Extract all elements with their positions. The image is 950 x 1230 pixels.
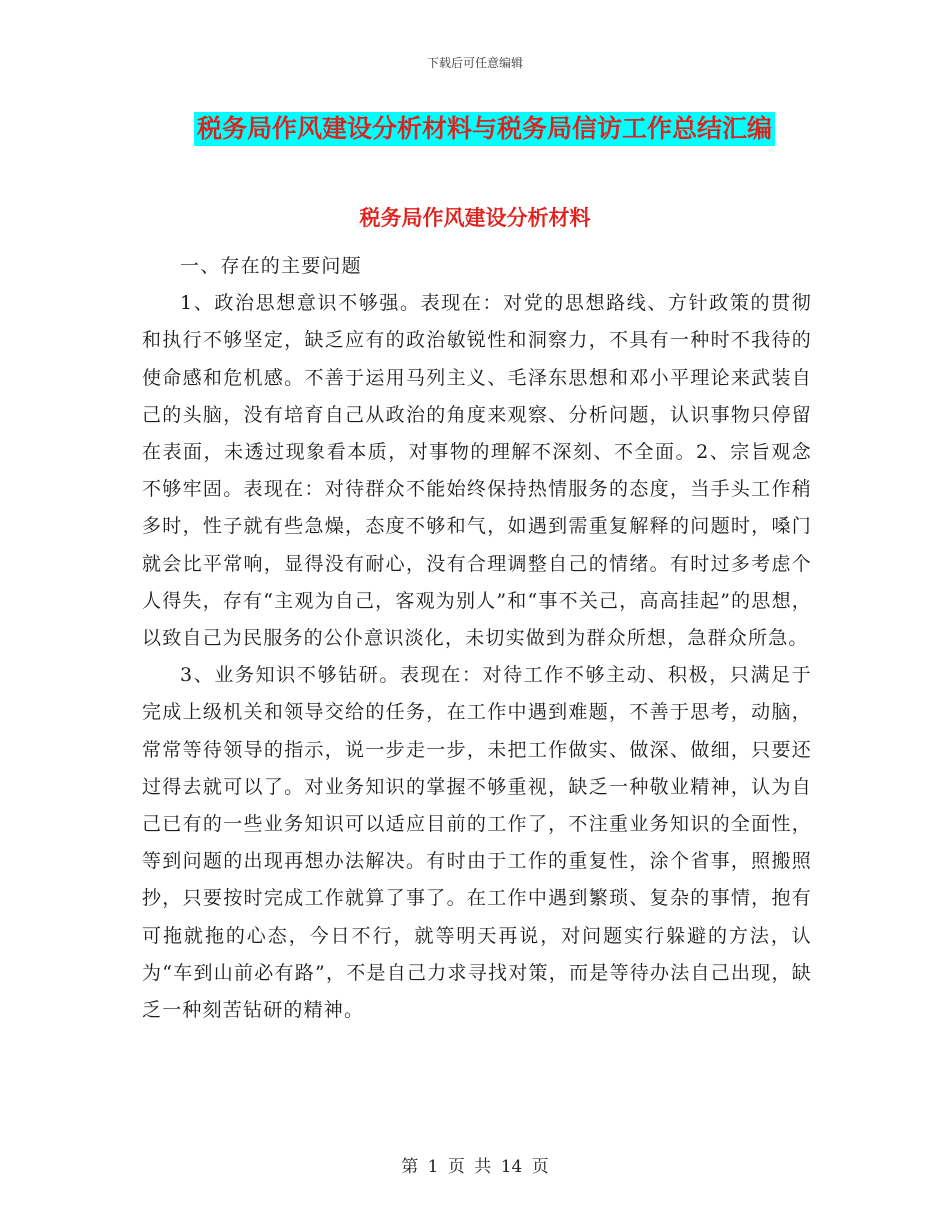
section-title: 税务局作风建设分析材料 xyxy=(359,206,591,230)
body-paragraph-1: 1、政治思想意识不够强。表现在：对党的思想路线、方针政策的贯彻和执行不够坚定，缺乏应有的政治敏锐性和洞察力，不具有一种时不我待的使命感和危机感。不善于运用马列主义、毛泽东思想和邓小平理论来武装自己的头脑，没有培育自己从政治的角度来观察、分析问题，认识事物只停留在表面，未透过现象看本质，对事物的理解不深刻、不全面。2、宗旨观念不够牢固。表现在：对待群众不能始终保持热情服务的态度，当手头工作稍多时，性子就有些急燥，态度不够和气，如遇到需重复解释的问题时，嗓门就会比平常响，显得没有耐心，没有合理调整自己的情绪。有时过多考虑个人得失，存有“主观为自己，客观为别人”和“事不关己，高高挂起”的思想，以致自己为民服务的公仆意识淡化，未切实做到为群众所想，急群众所急。 xyxy=(142,292,812,650)
heading-existing-problems: 一、存在的主要问题 xyxy=(180,255,362,277)
page-footer: 第 1 页 共 14 页 xyxy=(401,1157,549,1177)
header-note: 下载后可任意编辑 xyxy=(426,56,523,70)
document-body xyxy=(142,248,812,1029)
document-main-title: 税务局作风建设分析材料与税务局信访工作总结汇编 xyxy=(194,112,775,146)
body-paragraph-2: 3、业务知识不够钻研。表现在：对待工作不够主动、积极，只满足于完成上级机关和领导交给的任务，在工作中遇到难题，不善于思考，动脑，常常等待领导的指示，说一步走一步，未把工作做实、做深、做细，只要还过得去就可以了。对业务知识的掌握不够重视，缺乏一种敬业精神，认为自己已有的一些业务知识可以适应目前的工作了，不注重业务知识的全面性，等到问题的出现再想办法解决。有时由于工作的重复性，涂个省事，照搬照抄，只要按时完成工作就算了事了。在工作中遇到繁琐、复杂的事情，抱有可拖就拖的心态，今日不行，就等明天再说，对问题实行躲避的方法，认为“车到山前必有路”，不是自己力求寻找对策，而是等待办法自己出现，缺乏一种刻苦钻研的精神。 xyxy=(142,664,812,1022)
